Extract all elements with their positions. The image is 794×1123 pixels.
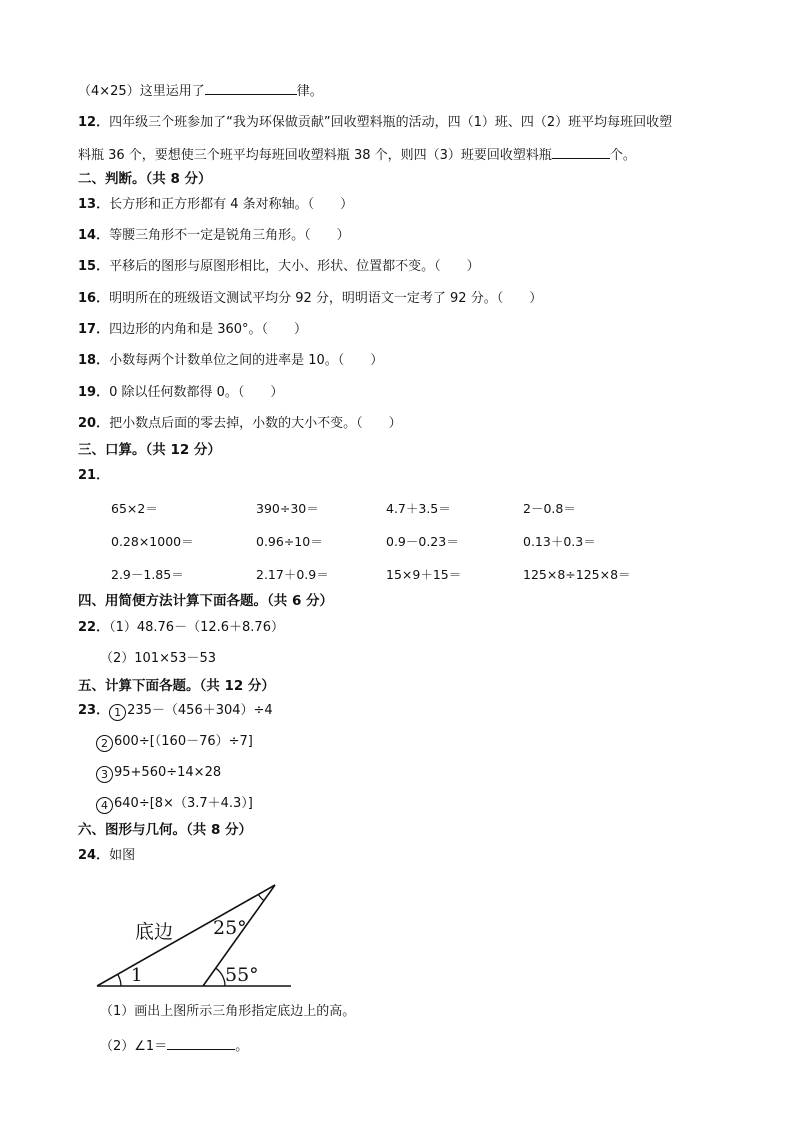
oral-calc-cell: 0.9－0.23＝	[386, 534, 459, 549]
q21-number: 21．	[78, 468, 110, 483]
section4-title: 四、用简便方法计算下面各题。（共 6 分）	[78, 593, 334, 609]
judge-item-14: 14．等腰三角形不一定是锐角三角形。（ ）	[78, 228, 350, 243]
oral-calc-cell: 2.17＋0.9＝	[256, 567, 329, 582]
oral-calc-cell: 390÷30＝	[256, 501, 319, 516]
oral-calc-cell: 2－0.8＝	[523, 501, 576, 516]
q11-tail: （4×25）这里运用了 律。	[78, 81, 323, 101]
oral-calc-cell: 125×8÷125×8＝	[523, 567, 631, 582]
q12-line1: 12．四年级三个班参加了“我为环保做贡献”回收塑料瓶的活动，四（1）班、四（2）班平均每班回收塑	[78, 115, 673, 130]
judge-item-15: 15．平移后的图形与原图形相比，大小、形状、位置都不变。（ ）	[78, 259, 480, 274]
angle-1-arc	[118, 975, 121, 986]
oral-calc-cell: 0.13＋0.3＝	[523, 534, 596, 549]
judge-item-19: 19．0 除以任何数都得 0。（ ）	[78, 385, 284, 400]
judge-item-13: 13．长方形和正方形都有 4 条对称轴。（ ）	[78, 197, 354, 212]
q23-item-2: 2 600÷[（160－76）÷7]	[96, 733, 253, 752]
circled-number-1: 1	[109, 704, 126, 721]
q22-item-1: 22．（1）48.76－（12.6＋8.76）	[78, 620, 284, 635]
oral-calc-cell: 0.28×1000＝	[111, 534, 194, 549]
oral-calc-cell: 4.7＋3.5＝	[386, 501, 451, 516]
q22-item-2: （2）101×53－53	[100, 651, 217, 666]
judge-item-17: 17．四边形的内角和是 360°。（ ）	[78, 322, 308, 337]
oral-calc-cell: 15×9＋15＝	[386, 567, 462, 582]
angle-top-label: 25°	[213, 917, 247, 939]
judge-item-18: 18．小数每两个计数单位之间的进率是 10。（ ）	[78, 353, 384, 368]
q24-answer-blank[interactable]	[167, 1036, 235, 1050]
oral-calc-cell: 2.9－1.85＝	[111, 567, 184, 582]
base-label: 底边	[135, 921, 174, 943]
judge-item-20: 20．把小数点后面的零去掉，小数的大小不变。（ ）	[78, 416, 402, 431]
triangle-figure	[95, 880, 295, 992]
q12-line2: 料瓶 36 个，要想使三个班平均每班回收塑料瓶 38 个，则四（3）班要回收塑料瓶 个。	[78, 145, 636, 165]
angle-right-label: 55°	[225, 964, 259, 986]
circled-number-3: 3	[96, 766, 113, 783]
q24-sub1: （1）画出上图所示三角形指定底边上的高。	[100, 1004, 356, 1019]
angle-left-label: 1	[131, 965, 143, 986]
angle-55-arc	[216, 968, 225, 986]
section3-title: 三、口算。（共 12 分）	[78, 442, 221, 458]
q24-intro: 24．如图	[78, 848, 136, 863]
section2-title: 二、判断。（共 8 分）	[78, 171, 212, 187]
circled-number-2: 2	[96, 735, 113, 752]
q23-item-4: 4 640÷[8×（3.7＋4.3）]	[96, 795, 253, 814]
q23-item-1: 23． 1 235－（456＋304）÷4	[78, 703, 273, 719]
q23-item-3: 3 95+560÷14×28	[96, 764, 221, 783]
q12-answer-blank[interactable]	[552, 145, 610, 159]
q11-answer-blank[interactable]	[205, 81, 297, 95]
section6-title: 六、图形与几何。（共 8 分）	[78, 822, 253, 838]
oral-calc-cell: 0.96÷10＝	[256, 534, 323, 549]
section5-title: 五、计算下面各题。（共 12 分）	[78, 678, 275, 694]
oral-calc-cell: 65×2＝	[111, 501, 158, 516]
angle-25-arc	[258, 894, 264, 900]
q24-sub2: （2）∠1＝ 。	[100, 1036, 248, 1056]
circled-number-4: 4	[96, 797, 113, 814]
judge-item-16: 16．明明所在的班级语文测试平均分 92 分，明明语文一定考了 92 分。（ ）	[78, 291, 543, 306]
